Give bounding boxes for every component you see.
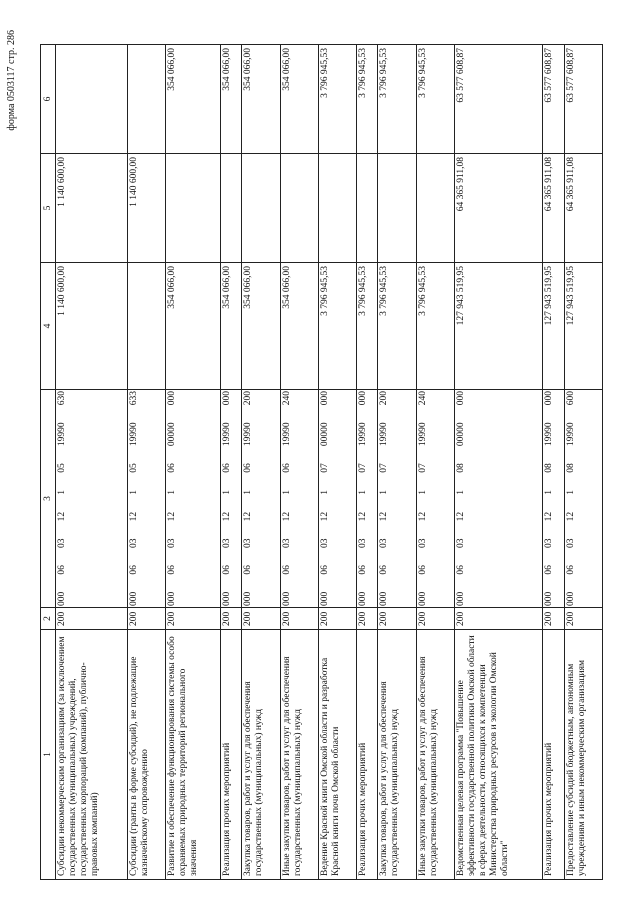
budget-code-part: 06: [128, 565, 139, 575]
table-row: [543, 45, 564, 880]
row-executed: [318, 154, 356, 263]
budget-code-part: 000: [128, 591, 139, 606]
budget-code-group: [544, 391, 555, 606]
header-col-2: 2: [41, 608, 56, 630]
row-executed: 1 140 600,00: [127, 154, 165, 263]
table-row: [564, 45, 602, 880]
row-budget-code: [242, 390, 280, 608]
row-approved: 3 796 945,53: [318, 263, 356, 390]
row-unexecuted: [127, 45, 165, 154]
budget-code-part: 19990: [417, 422, 428, 447]
row-budget-code: [416, 390, 454, 608]
budget-code-part: 1: [128, 489, 139, 495]
budget-code-part: 12: [128, 511, 139, 522]
row-line-code: 200: [564, 608, 602, 630]
budget-code-part: 000: [544, 391, 555, 406]
budget-code-part: 12: [565, 511, 576, 522]
budget-code-part: 1: [281, 489, 292, 495]
budget-code-part: 1: [167, 489, 177, 495]
budget-code-part: 06: [544, 565, 555, 575]
row-line-code: 200: [318, 608, 356, 630]
budget-code-part: 05: [128, 463, 139, 473]
row-approved: 127 943 519,95: [564, 263, 602, 390]
budget-code-part: 06: [379, 565, 390, 575]
budget-code-group: [243, 391, 254, 606]
row-budget-code: [454, 390, 543, 608]
budget-code-part: 1: [565, 489, 576, 495]
row-unexecuted: 3 796 945,53: [318, 45, 356, 154]
budget-code-part: 07: [319, 463, 330, 473]
table-row: [242, 45, 280, 880]
row-unexecuted: 354 066,00: [242, 45, 280, 154]
row-budget-code: [356, 390, 377, 608]
budget-code-part: 12: [417, 511, 428, 522]
budget-code-part: 19990: [222, 422, 232, 447]
budget-code-group: [167, 391, 178, 606]
budget-code-part: 000: [167, 591, 177, 606]
row-unexecuted: 3 796 945,53: [416, 45, 454, 154]
budget-code-part: 07: [379, 463, 390, 473]
row-executed: 64 365 911,08: [454, 154, 543, 263]
table-row: [221, 45, 242, 880]
row-line-code: 200: [280, 608, 318, 630]
budget-code-part: 240: [417, 391, 428, 406]
budget-code-part: 1: [243, 489, 254, 495]
budget-code-part: 06: [455, 565, 466, 575]
row-approved: 354 066,00: [280, 263, 318, 390]
budget-code-part: 000: [319, 391, 330, 406]
budget-code-part: 06: [357, 565, 368, 575]
budget-code-part: 06: [57, 565, 67, 575]
row-name: Развитие и обеспечение функционирования системы особо охраняемых природных территорий регионального значения: [166, 630, 221, 880]
budget-code-part: 06: [281, 565, 292, 575]
budget-code-part: 000: [167, 391, 177, 406]
row-name: Ведение Красной книги Омской области и разработка Красной книги почв Омской области: [318, 630, 356, 880]
budget-code-part: 1: [222, 489, 232, 495]
budget-code-part: 240: [281, 391, 292, 406]
budget-code-part: 19990: [544, 422, 555, 447]
row-approved: 354 066,00: [166, 263, 221, 390]
budget-code-part: 03: [281, 538, 292, 548]
budget-code-part: 1: [319, 489, 330, 495]
budget-code-part: 06: [243, 463, 254, 473]
row-approved: 127 943 519,95: [543, 263, 564, 390]
row-unexecuted: 354 066,00: [221, 45, 242, 154]
row-name: Реализация прочих мероприятий: [356, 630, 377, 880]
row-approved: [127, 263, 165, 390]
row-budget-code: [318, 390, 356, 608]
budget-code-part: 000: [243, 591, 254, 606]
table-row: [378, 45, 416, 880]
table-row: [416, 45, 454, 880]
budget-code-part: 06: [167, 565, 177, 575]
row-name: Закупка товаров, работ и услуг для обеспечения государственных (муниципальных) нужд: [242, 630, 280, 880]
budget-code-group: [320, 391, 331, 606]
budget-code-group: [57, 391, 68, 606]
budget-code-part: 000: [565, 591, 576, 606]
budget-code-part: 03: [379, 538, 390, 548]
budget-code-part: 07: [357, 463, 368, 473]
row-line-code: 200: [242, 608, 280, 630]
budget-code-group: [358, 391, 369, 606]
budget-code-part: 000: [222, 591, 232, 606]
budget-code-part: 12: [319, 511, 330, 522]
budget-code-part: 12: [167, 511, 177, 522]
row-executed: [378, 154, 416, 263]
budget-code-part: 600: [565, 391, 576, 406]
budget-code-part: 1: [455, 489, 466, 495]
budget-code-part: 03: [455, 538, 466, 548]
row-name: Иные закупки товаров, работ и услуг для обеспечения государственных (муниципальных) нужд: [416, 630, 454, 880]
budget-code-part: 03: [167, 538, 177, 548]
budget-code-part: 06: [167, 463, 177, 473]
budget-code-part: 06: [243, 565, 254, 575]
header-col-5: 5: [41, 154, 56, 263]
budget-code-part: 03: [128, 538, 139, 548]
table-row: [356, 45, 377, 880]
budget-code-part: 00000: [319, 422, 330, 447]
form-label: форма 0503117 стр. 286: [6, 30, 17, 131]
row-executed: 1 140 600,00: [56, 154, 128, 263]
row-line-code: 200: [127, 608, 165, 630]
budget-code-part: 000: [281, 591, 292, 606]
budget-code-part: 06: [319, 565, 330, 575]
row-unexecuted: [56, 45, 128, 154]
budget-code-part: 19990: [565, 422, 576, 447]
budget-code-part: 12: [243, 511, 254, 522]
budget-code-part: 00000: [167, 422, 177, 447]
budget-code-group: [222, 391, 233, 606]
row-unexecuted: 354 066,00: [280, 45, 318, 154]
budget-code-group: [379, 391, 390, 606]
budget-code-part: 000: [319, 591, 330, 606]
budget-code-part: 12: [57, 511, 67, 522]
budget-code-part: 03: [565, 538, 576, 548]
budget-code-part: 03: [222, 538, 232, 548]
table-row: [280, 45, 318, 880]
budget-code-part: 000: [379, 591, 390, 606]
header-col-3: 3: [41, 390, 56, 608]
budget-code-part: 00000: [455, 422, 466, 447]
budget-code-part: 08: [565, 463, 576, 473]
budget-code-part: 12: [544, 511, 555, 522]
budget-code-part: 12: [455, 511, 466, 522]
row-name: Субсидии (гранты в форме субсидий), не подлежащие казначейскому сопровождению: [127, 630, 165, 880]
row-approved: 3 796 945,53: [378, 263, 416, 390]
budget-code-part: 06: [281, 463, 292, 473]
row-name: Предоставление субсидий бюджетным, автономным учреждениям и иным некоммерческим организациям: [564, 630, 602, 880]
budget-code-part: 05: [57, 463, 67, 473]
budget-code-part: 06: [565, 565, 576, 575]
row-executed: [356, 154, 377, 263]
budget-code-part: 200: [243, 391, 254, 406]
row-budget-code: [166, 390, 221, 608]
row-budget-code: [543, 390, 564, 608]
row-line-code: 200: [221, 608, 242, 630]
budget-code-part: 000: [222, 391, 232, 406]
row-approved: 354 066,00: [242, 263, 280, 390]
row-name: Закупка товаров, работ и услуг для обеспечения государственных (муниципальных) нужд: [378, 630, 416, 880]
budget-code-group: [456, 391, 467, 606]
row-approved: 354 066,00: [221, 263, 242, 390]
row-line-code: 200: [378, 608, 416, 630]
row-budget-code: [564, 390, 602, 608]
row-unexecuted: 63 577 608,87: [564, 45, 602, 154]
budget-code-part: 03: [319, 538, 330, 548]
row-budget-code: [221, 390, 242, 608]
budget-code-part: 1: [544, 489, 555, 495]
row-name: Ведомственная целевая программа "Повышение эффективности государственной политики Омской области в сферах деятельности, относящихся к компетенции Министерства природных ресурсов и экологии Омской области": [454, 630, 543, 880]
budget-code-part: 06: [222, 565, 232, 575]
budget-code-group: [129, 391, 140, 606]
row-approved: 3 796 945,53: [356, 263, 377, 390]
row-name: Иные закупки товаров, работ и услуг для обеспечения государственных (муниципальных) нужд: [280, 630, 318, 880]
budget-code-part: 06: [417, 565, 428, 575]
budget-code-part: 03: [243, 538, 254, 548]
row-unexecuted: 63 577 608,87: [454, 45, 543, 154]
table-row: [166, 45, 221, 880]
budget-code-part: 000: [455, 591, 466, 606]
row-budget-code: [127, 390, 165, 608]
row-line-code: 200: [416, 608, 454, 630]
budget-code-part: 12: [379, 511, 390, 522]
budget-code-part: 200: [379, 391, 390, 406]
row-unexecuted: 3 796 945,53: [378, 45, 416, 154]
header-row: [41, 45, 56, 880]
row-executed: [242, 154, 280, 263]
header-col-4: 4: [41, 263, 56, 390]
budget-code-part: 1: [57, 489, 67, 495]
budget-code-part: 06: [222, 463, 232, 473]
budget-code-part: 19990: [281, 422, 292, 447]
header-col-1: 1: [41, 630, 56, 880]
budget-code-part: 12: [357, 511, 368, 522]
row-name: Субсидии некоммерческим организациям (за исключением государственных (муниципальных) учреждений, государственных корпораций (компаний), публично-правовых компаний): [56, 630, 128, 880]
budget-table: [40, 44, 603, 880]
budget-code-part: 07: [417, 463, 428, 473]
budget-code-part: 19990: [357, 422, 368, 447]
row-approved: 3 796 945,53: [416, 263, 454, 390]
header-col-6: 6: [41, 45, 56, 154]
budget-code-part: 000: [455, 391, 466, 406]
row-line-code: 200: [166, 608, 221, 630]
row-budget-code: [378, 390, 416, 608]
budget-code-part: 03: [357, 538, 368, 548]
budget-code-part: 03: [417, 538, 428, 548]
budget-code-part: 000: [417, 591, 428, 606]
row-executed: 64 365 911,08: [543, 154, 564, 263]
row-name: Реализация прочих мероприятий: [543, 630, 564, 880]
row-executed: [221, 154, 242, 263]
row-approved: 1 140 600,00: [56, 263, 128, 390]
table-row: [127, 45, 165, 880]
budget-code-part: 000: [357, 591, 368, 606]
budget-code-part: 1: [379, 489, 390, 495]
budget-code-part: 08: [455, 463, 466, 473]
table-row: [318, 45, 356, 880]
budget-code-part: 19990: [128, 422, 139, 447]
budget-code-part: 12: [222, 511, 232, 522]
table-row: [454, 45, 543, 880]
table-body: [56, 45, 603, 880]
budget-code-part: 630: [57, 391, 67, 406]
budget-code-part: 1: [417, 489, 428, 495]
budget-code-part: 03: [57, 538, 67, 548]
row-line-code: 200: [454, 608, 543, 630]
budget-code-part: 12: [281, 511, 292, 522]
budget-code-part: 000: [57, 591, 67, 606]
row-budget-code: [56, 390, 128, 608]
budget-code-group: [282, 391, 293, 606]
budget-code-part: 19990: [243, 422, 254, 447]
table-row: [56, 45, 128, 880]
budget-code-part: 19990: [379, 422, 390, 447]
row-unexecuted: 3 796 945,53: [356, 45, 377, 154]
row-line-code: 200: [56, 608, 128, 630]
budget-code-part: 000: [357, 391, 368, 406]
row-name: Реализация прочих мероприятий: [221, 630, 242, 880]
budget-code-part: 633: [128, 391, 139, 406]
row-executed: 64 365 911,08: [564, 154, 602, 263]
budget-code-group: [418, 391, 429, 606]
row-line-code: 200: [356, 608, 377, 630]
budget-code-part: 08: [544, 463, 555, 473]
budget-code-part: 1: [357, 489, 368, 495]
budget-code-part: 03: [544, 538, 555, 548]
row-approved: 127 943 519,95: [454, 263, 543, 390]
row-executed: [416, 154, 454, 263]
row-budget-code: [280, 390, 318, 608]
budget-code-part: 19990: [57, 422, 67, 447]
budget-code-part: 000: [544, 591, 555, 606]
budget-code-group: [566, 391, 577, 606]
row-executed: [166, 154, 221, 263]
row-line-code: 200: [543, 608, 564, 630]
row-unexecuted: 354 066,00: [166, 45, 221, 154]
row-executed: [280, 154, 318, 263]
row-unexecuted: 63 577 608,87: [543, 45, 564, 154]
